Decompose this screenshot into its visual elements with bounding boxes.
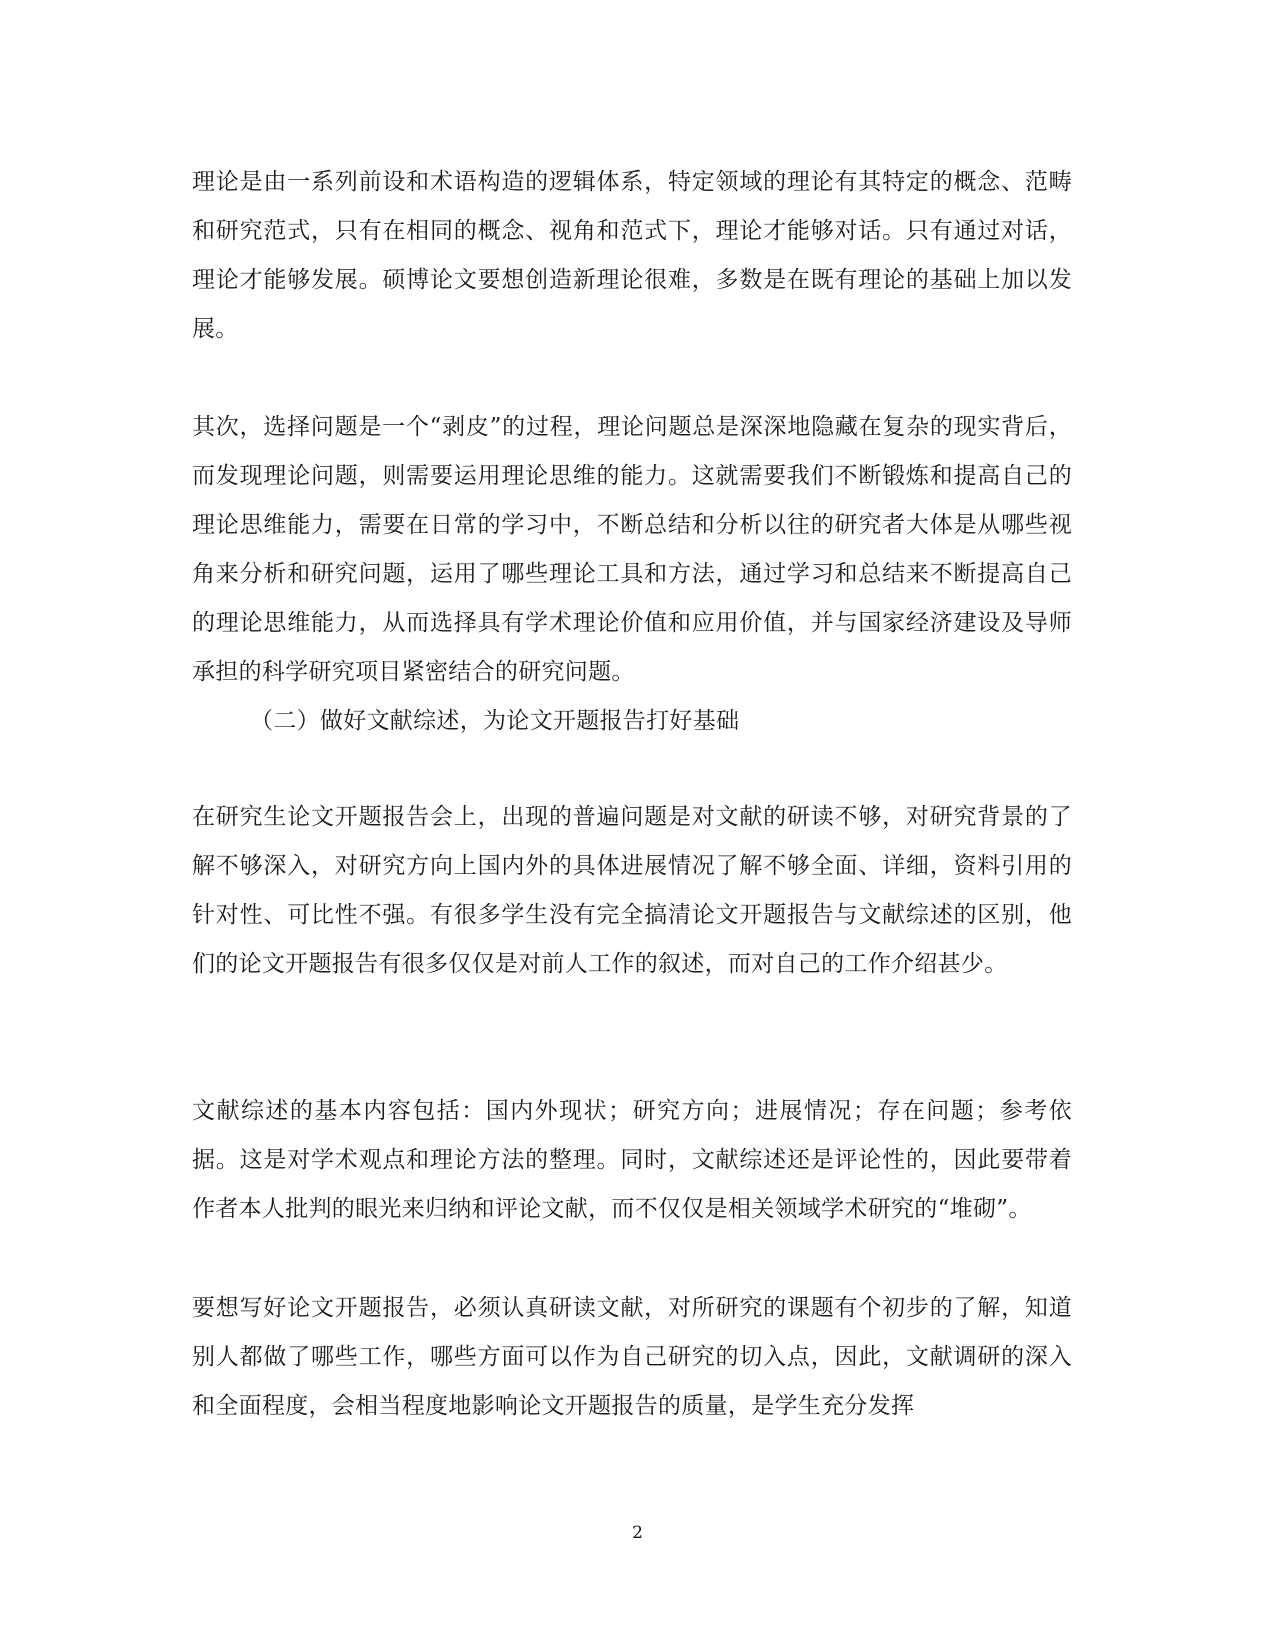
body-paragraph-writing-report: 要想写好论文开题报告，必须认真研读文献，对所研究的课题有个初步的了解，知道别人都做了哪些工作，哪些方面可以作为自己研究的切入点，因此，文献调研的深入和全面程度，会相当程度地影响论文开题报告的质量，是学生充分发挥 xyxy=(192,1295,1072,1419)
section-heading: （二）做好文献综述，为论文开题报告打好基础 xyxy=(250,708,740,734)
body-paragraph-problem-selection: 其次，选择问题是一个“剥皮”的过程，理论问题总是深深地隐藏在复杂的现实背后，而发现理论问题，则需要运用理论思维的能力。这就需要我们不断锻炼和提高自己的理论思维能力，需要在日常的学习中，不断总结和分析以往的研究者大体是从哪些视角来分析和研究问题，运用了哪些理论工具和方法，通过学习和总结来不断提高自己的理论思维能力，从而选择具有学术理论价值和应用价值，并与国家经济建设及导师承担的科学研究项目紧密结合的研究问题。 xyxy=(192,414,1072,685)
body-paragraph-theory: 理论是由一系列前设和术语构造的逻辑体系，特定领域的理论有其特定的概念、范畴和研究范式，只有在相同的概念、视角和范式下，理论才能够对话。只有通过对话，理论才能够发展。硕博论文要想创造新理论很难，多数是在既有理论的基础上加以发展。 xyxy=(192,169,1072,342)
page-number: 2 xyxy=(632,1523,643,1543)
body-paragraph-common-problems: 在研究生论文开题报告会上，出现的普遍问题是对文献的研读不够，对研究背景的了解不够深入，对研究方向上国内外的具体进展情况了解不够全面、详细，资料引用的针对性、可比性不强。有很多学生没有完全搞清论文开题报告与文献综述的区别，他们的论文开题报告有很多仅仅是对前人工作的叙述，而对自己的工作介绍甚少。 xyxy=(192,804,1072,977)
body-paragraph-literature-review: 文献综述的基本内容包括：国内外现状；研究方向；进展情况；存在问题；参考依据。这是对学术观点和理论方法的整理。同时，文献综述还是评论性的，因此要带着作者本人批判的眼光来归纳和评论文献，而不仅仅是相关领域学术研究的“堆砌”。 xyxy=(192,1098,1072,1222)
